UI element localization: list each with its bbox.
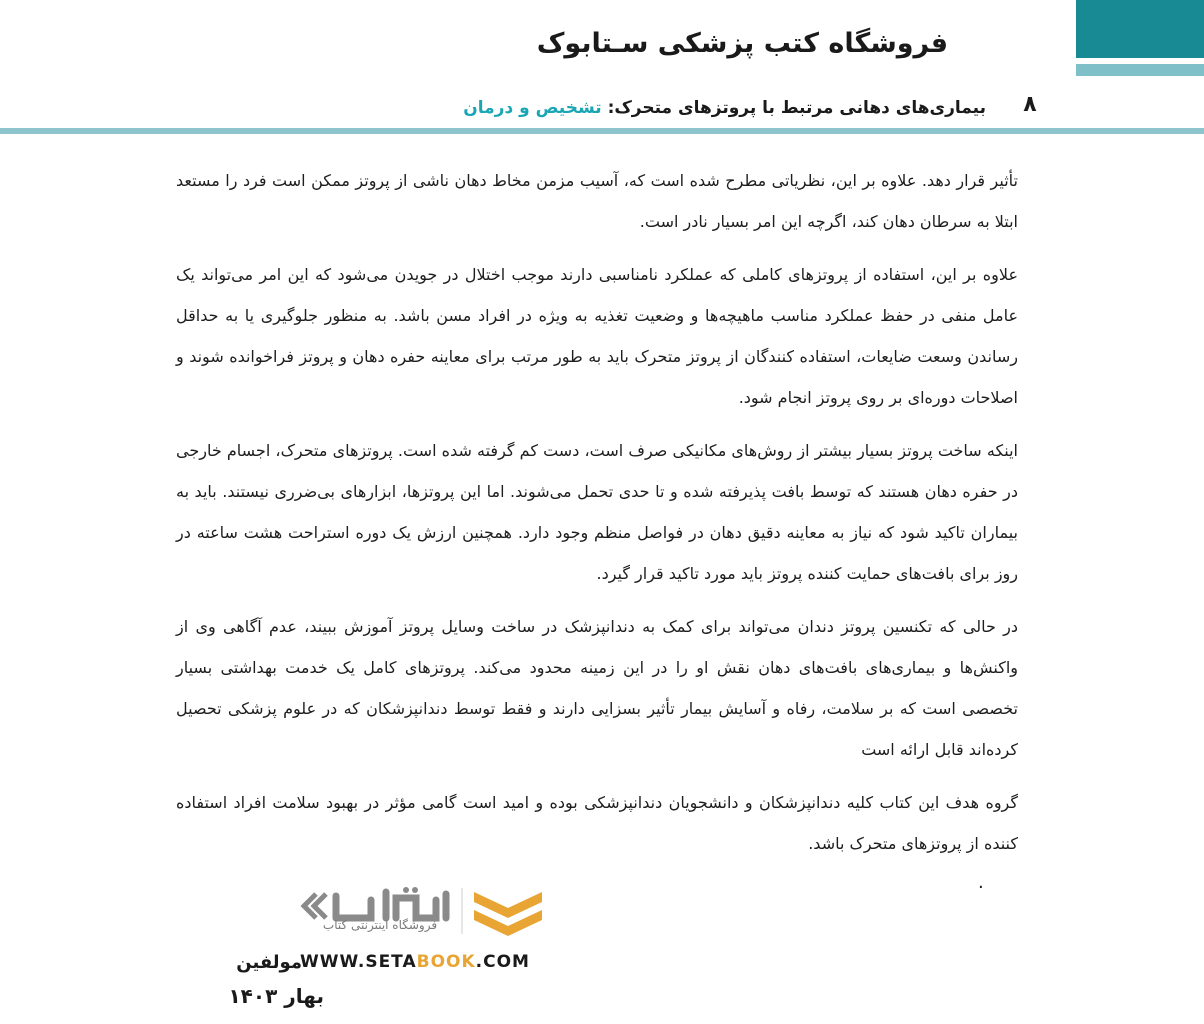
chapter-title: بیماری‌های دهانی مرتبط با پروتزهای متحرک: [601,98,986,118]
body-text [176,160,1018,876]
header-divider [0,128,1204,134]
paragraph: تأثیر قرار دهد. علاوه بر این، نظریاتی مطرح شده است که، آسیب مزمن مخاط دهان ناشی از پروتز ممکن است فرد را مستعد ابتلا به سرطان دهان کند، اگرچه این امر بسیار نادر است. [176,171,1018,231]
corner-accent-block [1076,0,1204,58]
paragraph: گروه هدف این کتاب کلیه دندانپزشکان و دانشجویان دندانپزشکی بوده و امید است گامی مؤثر در بهبود سلامت افراد استفاده کننده از پروتزهای متحرک باشد. [176,793,1018,853]
url-prefix: WWW.SETA [300,952,417,972]
store-title: فروشگاه کتب پزشکی سـتابوک [536,28,948,59]
logo-subtitle: فروشگاه اینترنتی کتاب [322,918,438,932]
url-accent: BOOK [416,952,476,972]
url-suffix: .COM [475,952,530,972]
corner-accent-strip [1076,64,1204,76]
stray-mark: . [978,872,984,893]
paragraph: علاوه بر این، استفاده از پروتزهای کاملی که عملکرد نامناسبی دارند موجب اختلال در جویدن می‌شود که این امر می‌تواند یک عامل منفی در حفظ عملکرد مناسب ماهیچه‌ها و وضعیت تغذیه به ویژه در افراد مسن باشد. به منظور جلوگیری یا به حداقل رساندن وسعت ضایعات، استفاده کنندگان از پروتز متحرک باید به طور مرتب برای معاینه حفره دهان و پروتز فراخوانده شوند و اصلاحات دوره‌ای بر روی پروتز انجام شود. [176,265,1018,407]
website-url [300,952,550,972]
setabook-logo [296,884,546,948]
chapter-header [386,98,986,118]
publication-date: بهار ۱۴۰۳ [228,984,324,1008]
authors-label: مولفین [236,952,302,973]
page-number: ۸ [1023,92,1037,117]
paragraph: در حالی که تکنسین پروتز دندان می‌تواند برای کمک به دندانپزشک در ساخت وسایل پروتز آموزش ببیند، عدم آگاهی وی از واکنش‌ها و بیماری‌های بافت‌های دهان نقش او را در این زمینه محدود می‌کند. پروتزهای کامل یک خدمت بهداشتی بسیار تخصصی است که بر سلامت، رفاه و آسایش بیمار تأثیر بسزایی دارند و فقط توسط دندانپزشکان که در علوم پزشکی تحصیل کرده‌اند قابل ارائه است [176,617,1018,759]
paragraph: اینکه ساخت پروتز بسیار بیشتر از روش‌های مکانیکی صرف است، دست کم گرفته شده است. پروتزهای متحرک، اجسام خارجی در حفره دهان هستند که توسط بافت پذیرفته شده و تا حدی تحمل می‌شوند. اما این پروتزها، ابزارهای بی‌ضرری نیستند. باید به بیماران تاکید شود که نیاز به معاینه دقیق دهان در فواصل منظم وجود دارد. همچنین ارزش یک دوره استراحت هشت ساعته در روز برای بافت‌های حمایت کننده پروتز باید مورد تاکید قرار گیرد. [176,441,1018,583]
chapter-title-highlight: تشخیص و درمان [463,98,602,118]
